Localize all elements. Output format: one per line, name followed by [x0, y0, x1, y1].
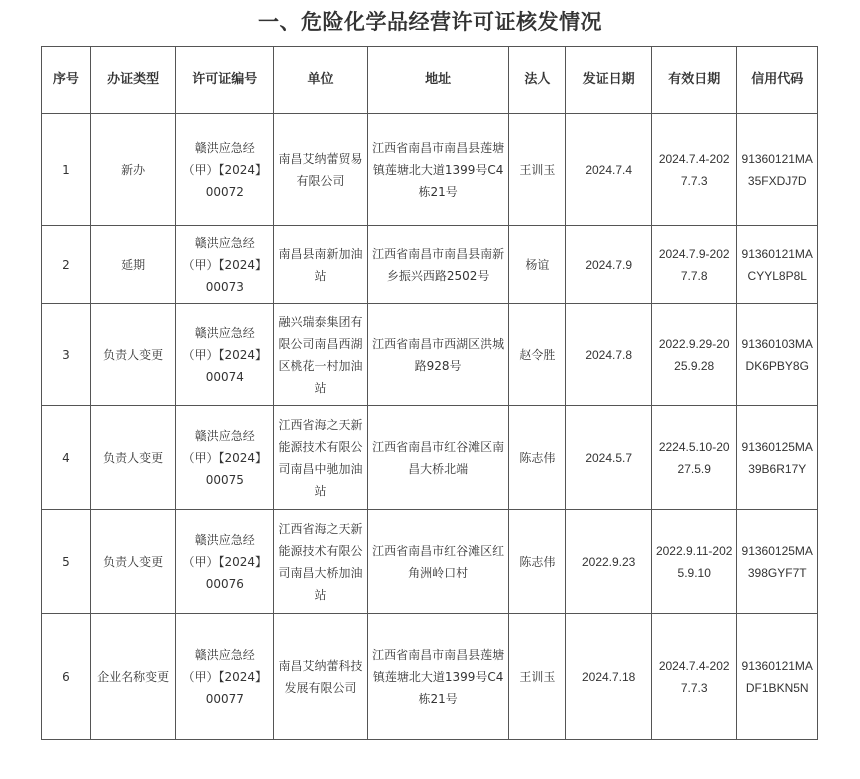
cell-type: 负责人变更	[90, 406, 176, 510]
cell-type: 企业名称变更	[90, 614, 176, 740]
page-title: 一、危险化学品经营许可证核发情况	[258, 10, 602, 34]
cell-credit-code: 91360121MADF1BKN5N	[737, 614, 818, 740]
cell-address: 江西省南昌市南昌县莲塘镇莲塘北大道1399号C4栋21号	[367, 614, 509, 740]
cell-valid-date: 2024.7.4-2027.7.3	[651, 114, 737, 226]
header-address: 地址	[367, 47, 509, 114]
table-row	[42, 406, 818, 510]
cell-valid-date: 2224.5.10-2027.5.9	[651, 406, 737, 510]
cell-address: 江西省南昌市南昌县南新乡振兴西路2502号	[367, 226, 509, 304]
cell-legal: 陈志伟	[509, 406, 566, 510]
cell-unit: 南昌县南新加油站	[274, 226, 368, 304]
table-row	[42, 304, 818, 406]
cell-no: 4	[42, 406, 91, 510]
cell-no: 6	[42, 614, 91, 740]
cell-valid-date: 2022.9.11-2025.9.10	[651, 510, 737, 614]
cell-valid-date: 2024.7.4-2027.7.3	[651, 614, 737, 740]
cell-address: 江西省南昌市南昌县莲塘镇莲塘北大道1399号C4栋21号	[367, 114, 509, 226]
cell-legal: 王训玉	[509, 614, 566, 740]
table-row	[42, 114, 818, 226]
header-legal: 法人	[509, 47, 566, 114]
header-credit-code: 信用代码	[737, 47, 818, 114]
permit-table	[41, 46, 818, 740]
cell-credit-code: 91360121MA35FXDJ7D	[737, 114, 818, 226]
cell-address: 江西省南昌市西湖区洪城路928号	[367, 304, 509, 406]
cell-no: 1	[42, 114, 91, 226]
cell-license: 赣洪应急经（甲）【2024】00072	[176, 114, 274, 226]
cell-unit: 融兴瑞泰集团有限公司南昌西湖区桃花一村加油站	[274, 304, 368, 406]
cell-issue-date: 2022.9.23	[566, 510, 652, 614]
cell-no: 3	[42, 304, 91, 406]
header-valid-date: 有效日期	[651, 47, 737, 114]
cell-unit: 江西省海之天新能源技术有限公司南昌大桥加油站	[274, 510, 368, 614]
header-type: 办证类型	[90, 47, 176, 114]
cell-license: 赣洪应急经（甲）【2024】00076	[176, 510, 274, 614]
cell-issue-date: 2024.5.7	[566, 406, 652, 510]
cell-type: 新办	[90, 114, 176, 226]
cell-no: 5	[42, 510, 91, 614]
cell-valid-date: 2024.7.9-2027.7.8	[651, 226, 737, 304]
cell-unit: 江西省海之天新能源技术有限公司南昌中驰加油站	[274, 406, 368, 510]
table-row	[42, 226, 818, 304]
cell-license: 赣洪应急经（甲）【2024】00073	[176, 226, 274, 304]
cell-credit-code: 91360121MACYYL8P8L	[737, 226, 818, 304]
cell-address: 江西省南昌市红谷滩区南昌大桥北端	[367, 406, 509, 510]
header-no: 序号	[42, 47, 91, 114]
cell-credit-code: 91360103MADK6PBY8G	[737, 304, 818, 406]
cell-legal: 王训玉	[509, 114, 566, 226]
cell-no: 2	[42, 226, 91, 304]
cell-issue-date: 2024.7.18	[566, 614, 652, 740]
cell-credit-code: 91360125MA398GYF7T	[737, 510, 818, 614]
table-row	[42, 614, 818, 740]
cell-credit-code: 91360125MA39B6R17Y	[737, 406, 818, 510]
header-issue-date: 发证日期	[566, 47, 652, 114]
cell-license: 赣洪应急经（甲）【2024】00075	[176, 406, 274, 510]
cell-type: 负责人变更	[90, 304, 176, 406]
header-row	[42, 47, 818, 114]
cell-license: 赣洪应急经（甲）【2024】00074	[176, 304, 274, 406]
header-license: 许可证编号	[176, 47, 274, 114]
cell-type: 负责人变更	[90, 510, 176, 614]
cell-address: 江西省南昌市红谷滩区红角洲岭口村	[367, 510, 509, 614]
cell-valid-date: 2022.9.29-2025.9.28	[651, 304, 737, 406]
cell-legal: 赵令胜	[509, 304, 566, 406]
cell-legal: 杨谊	[509, 226, 566, 304]
cell-unit: 南昌艾纳蕾贸易有限公司	[274, 114, 368, 226]
cell-issue-date: 2024.7.8	[566, 304, 652, 406]
table-row	[42, 510, 818, 614]
cell-issue-date: 2024.7.9	[566, 226, 652, 304]
cell-unit: 南昌艾纳蕾科技发展有限公司	[274, 614, 368, 740]
cell-issue-date: 2024.7.4	[566, 114, 652, 226]
cell-license: 赣洪应急经（甲）【2024】00077	[176, 614, 274, 740]
cell-type: 延期	[90, 226, 176, 304]
cell-legal: 陈志伟	[509, 510, 566, 614]
header-unit: 单位	[274, 47, 368, 114]
